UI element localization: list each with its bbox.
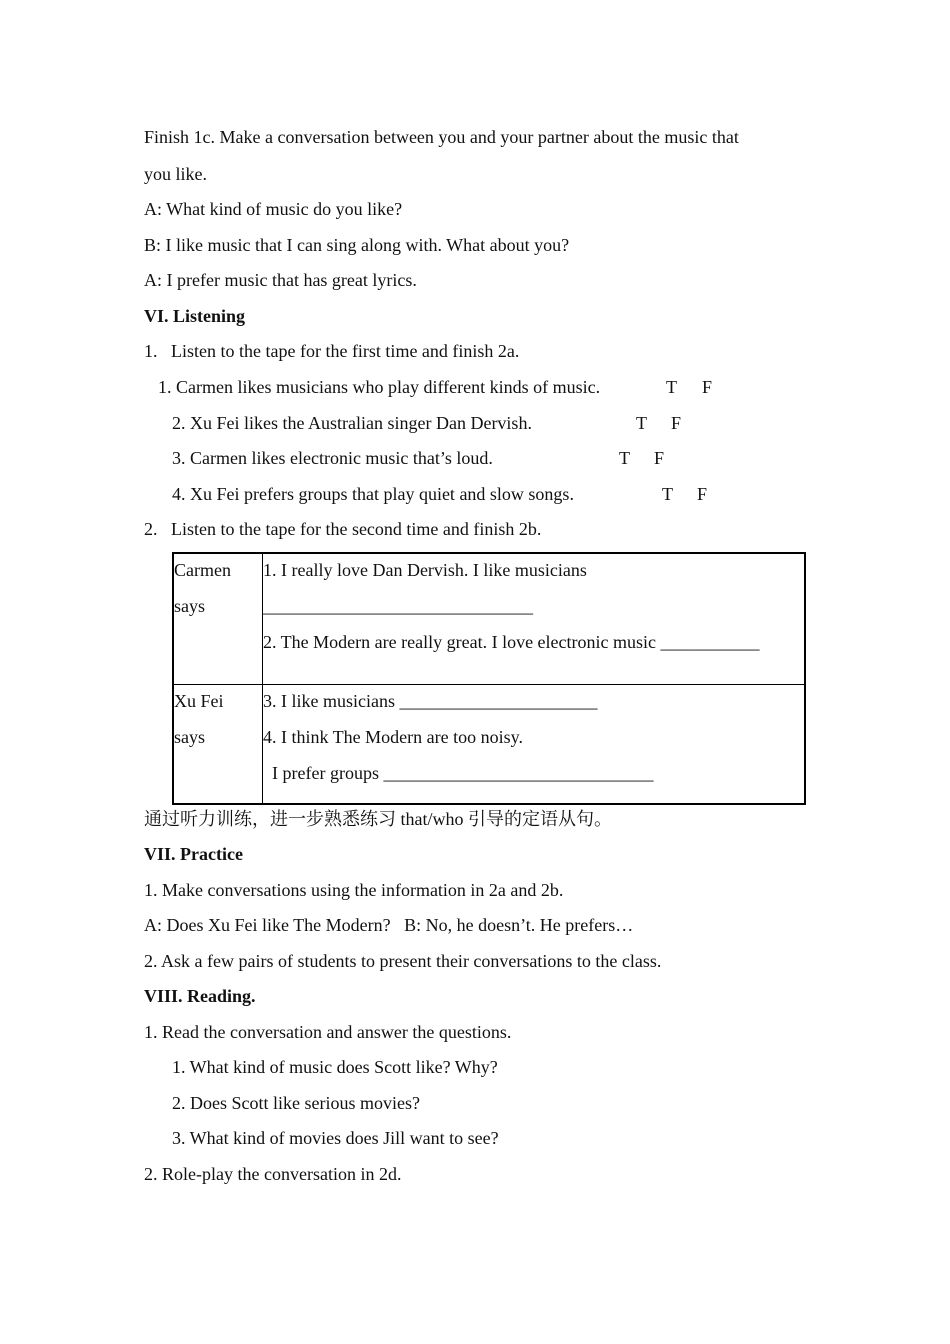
- listening-heading: VI. Listening: [144, 306, 246, 326]
- reading-question: 1. What kind of music does Scott like? Why?: [172, 1057, 498, 1077]
- listening-task-2: 2. Listen to the tape for the second time and finish 2b.: [144, 519, 542, 539]
- reading-question: 2. Does Scott like serious movies?: [172, 1093, 420, 1113]
- practice-heading: VII. Practice: [144, 844, 243, 864]
- tf-true-mark: T: [636, 413, 647, 433]
- dialog-line: A: What kind of music do you like?: [144, 199, 403, 219]
- statement-cell: [263, 553, 806, 684]
- statement-line: 4. I think The Modern are too noisy.: [263, 726, 523, 747]
- statement-cell: [263, 684, 806, 804]
- listening-2b-table: [172, 552, 806, 805]
- speaker-name: Carmen: [174, 560, 231, 580]
- tf-true-mark: T: [619, 448, 630, 468]
- statement-line: 2. The Modern are really great. I love electronic music ___________: [263, 632, 760, 652]
- practice-line: A: Does Xu Fei like The Modern? B: No, he doesn’t. He prefers…: [144, 915, 634, 935]
- tf-false-mark: F: [697, 484, 708, 504]
- tf-false-mark: F: [702, 377, 713, 397]
- dialog-line: A: I prefer music that has great lyrics.: [144, 270, 417, 290]
- intro-line-2: you like.: [144, 164, 207, 184]
- intro-line-1: Finish 1c. Make a conversation between you and your partner about the music that: [144, 127, 739, 147]
- table-row: [173, 684, 805, 804]
- reading-heading: VIII. Reading.: [144, 986, 256, 1006]
- listening-task-1: 1. Listen to the tape for the first time and finish 2a.: [144, 341, 520, 361]
- practice-line: 1. Make conversations using the information in 2a and 2b.: [144, 880, 564, 900]
- tf-false-mark: F: [671, 413, 682, 433]
- tf-statement: 3. Carmen likes electronic music that’s loud.: [172, 448, 493, 468]
- speaker-name: Xu Fei: [174, 690, 224, 711]
- reading-task-2: 2. Role-play the conversation in 2d.: [144, 1164, 402, 1184]
- speaker-verb: says: [174, 726, 205, 747]
- tf-false-mark: F: [654, 448, 665, 468]
- speaker-verb: says: [174, 596, 205, 616]
- tf-statement: 4. Xu Fei prefers groups that play quiet and slow songs.: [172, 484, 574, 504]
- answer-blank[interactable]: ______________________________: [263, 596, 533, 616]
- tf-statement: 1. Carmen likes musicians who play different kinds of music.: [158, 377, 601, 397]
- tf-statement: 2. Xu Fei likes the Australian singer Dan Dervish.: [172, 413, 532, 433]
- statement-line: 1. I really love Dan Dervish. I like musicians: [263, 560, 587, 580]
- listening-note: 通过听力训练，进一步熟悉练习 that/who 引导的定语从句。: [144, 809, 612, 829]
- dialog-line: B: I like music that I can sing along with. What about you?: [144, 235, 570, 255]
- tf-true-mark: T: [666, 377, 677, 397]
- speaker-cell: [173, 553, 263, 684]
- tf-true-mark: T: [662, 484, 673, 504]
- table-row: [173, 553, 805, 684]
- reading-question: 3. What kind of movies does Jill want to see?: [172, 1128, 499, 1148]
- statement-line: I prefer groups ______________________________: [263, 762, 654, 783]
- statement-line: 3. I like musicians ______________________: [263, 690, 598, 711]
- reading-task-1: 1. Read the conversation and answer the questions.: [144, 1022, 512, 1042]
- speaker-cell: [173, 684, 263, 804]
- practice-line: 2. Ask a few pairs of students to present their conversations to the class.: [144, 951, 662, 971]
